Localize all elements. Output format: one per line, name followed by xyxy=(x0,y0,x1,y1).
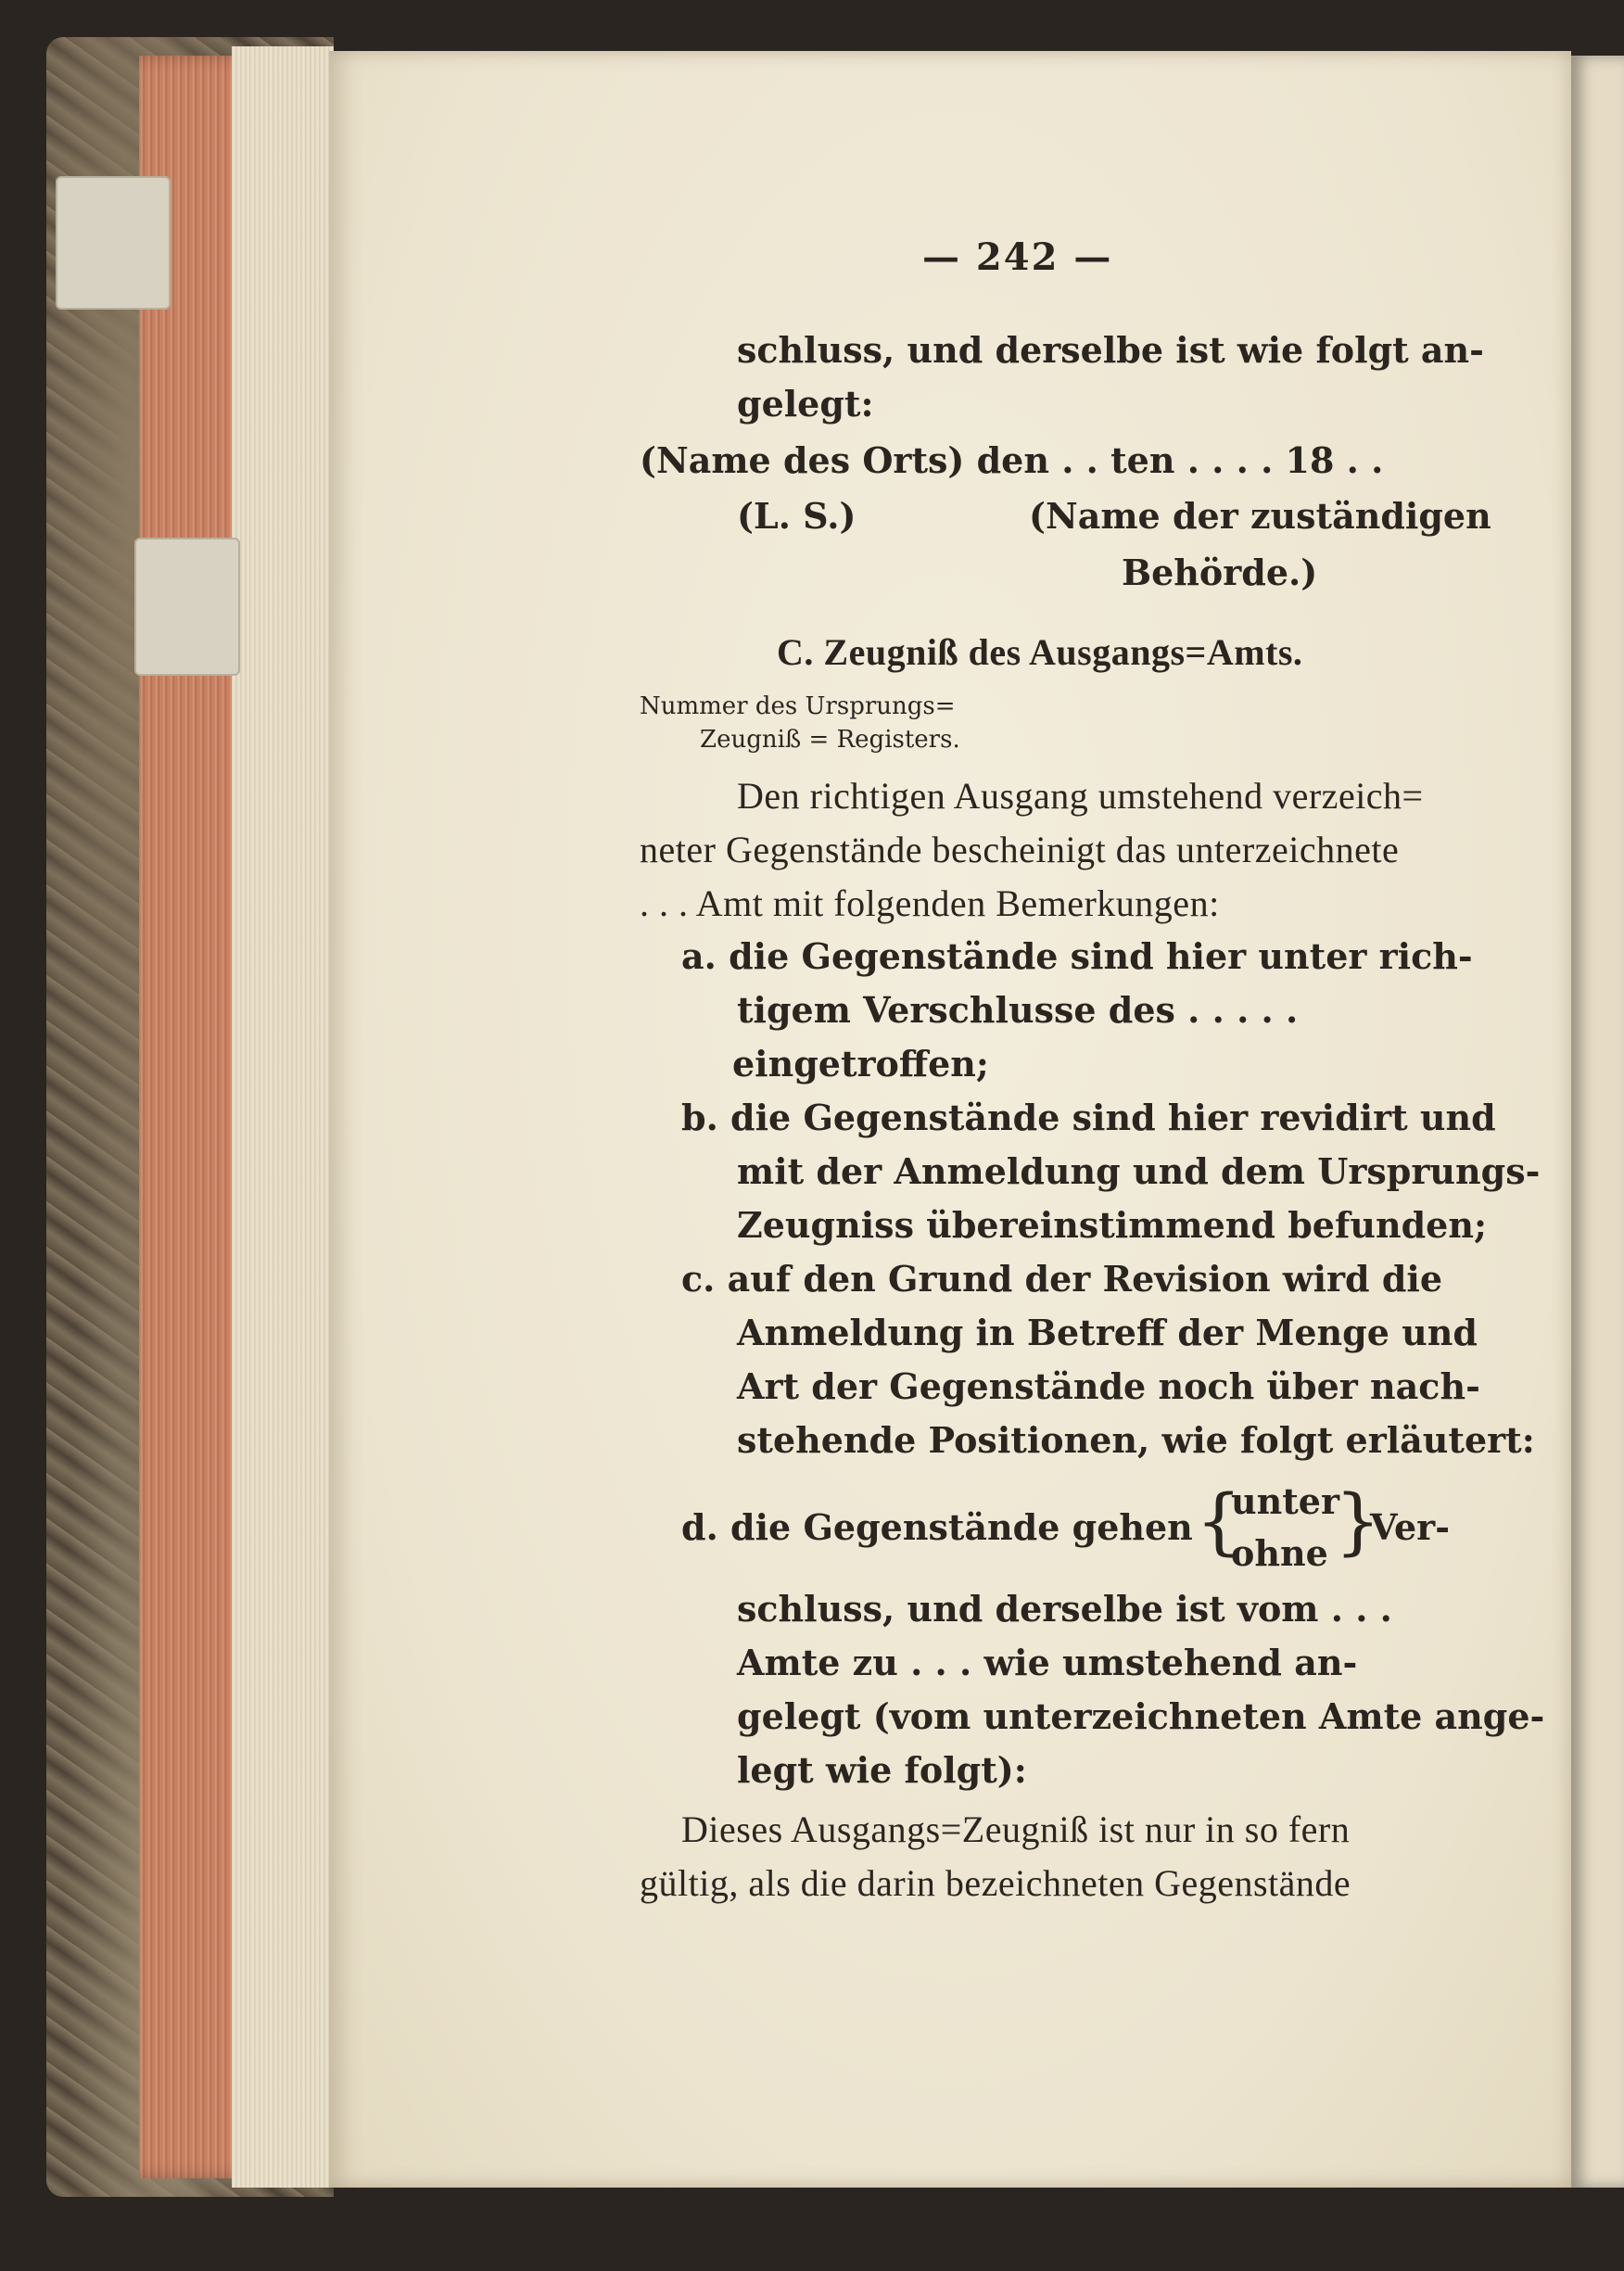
text-line: (Name des Orts) den . . ten . . . . 18 . . xyxy=(640,439,1384,481)
text-line: legt wie folgt): xyxy=(737,1749,1027,1791)
bookmark-tab xyxy=(56,176,171,310)
bookmark-tab xyxy=(134,538,240,676)
text-line: ohne xyxy=(1231,1532,1328,1574)
text-line: Art der Gegenstände noch über nach- xyxy=(737,1365,1480,1407)
text-line: Ver- xyxy=(1370,1506,1450,1548)
facing-page-edge xyxy=(1571,56,1624,2188)
text-line: stehende Positionen, wie folgt erläutert: xyxy=(737,1419,1535,1461)
text-line: eingetroffen; xyxy=(732,1043,989,1085)
side-note-line: Nummer des Ursprungs= xyxy=(640,692,956,720)
text-line: Anmeldung in Betreff der Menge und xyxy=(737,1312,1478,1353)
left-brace: { xyxy=(1196,1480,1242,1564)
text-line: . . . Amt mit folgenden Bemerkungen: xyxy=(640,882,1220,924)
text-line: Amte zu . . . wie umstehend an- xyxy=(737,1642,1358,1683)
side-note-line: Zeugniß = Registers. xyxy=(700,726,960,754)
right-brace: } xyxy=(1335,1480,1381,1564)
text-line: Behörde.) xyxy=(1122,552,1318,593)
text-line: gültig, als die darin bezeichneten Gegenstände xyxy=(640,1862,1351,1904)
text-line: neter Gegenstände bescheinigt das unterzeichnete xyxy=(640,829,1400,870)
text-line: (L. S.) xyxy=(737,495,856,537)
text-line: d. die Gegenstände gehen xyxy=(681,1506,1193,1548)
text-line: b. die Gegenstände sind hier revidirt und xyxy=(681,1097,1496,1138)
text-line: unter xyxy=(1231,1480,1340,1522)
text-line: schluss, und derselbe ist wie folgt an- xyxy=(737,329,1484,371)
page-stack xyxy=(232,46,334,2188)
text-line: Zeugniss übereinstimmend befunden; xyxy=(737,1204,1487,1246)
text-line: a. die Gegenstände sind hier unter rich- xyxy=(681,935,1473,977)
text-line: Dieses Ausgangs=Zeugniß ist nur in so fern xyxy=(681,1808,1351,1850)
section-title: C. Zeugniß des Ausgangs=Amts. xyxy=(777,631,1303,673)
page-number: — 242 — xyxy=(922,235,1113,279)
text-line: schluss, und derselbe ist vom . . . xyxy=(737,1588,1392,1630)
text-line: c. auf den Grund der Revision wird die xyxy=(681,1258,1443,1300)
text-line: (Name der zuständigen xyxy=(1029,495,1491,537)
text-line: mit der Anmeldung und dem Ursprungs- xyxy=(737,1150,1541,1192)
text-line: gelegt (vom unterzeichneten Amte ange- xyxy=(737,1695,1545,1737)
text-line: gelegt: xyxy=(737,383,874,425)
text-line: Den richtigen Ausgang umstehend verzeich= xyxy=(737,775,1424,817)
text-line: tigem Verschlusse des . . . . . xyxy=(737,989,1299,1031)
